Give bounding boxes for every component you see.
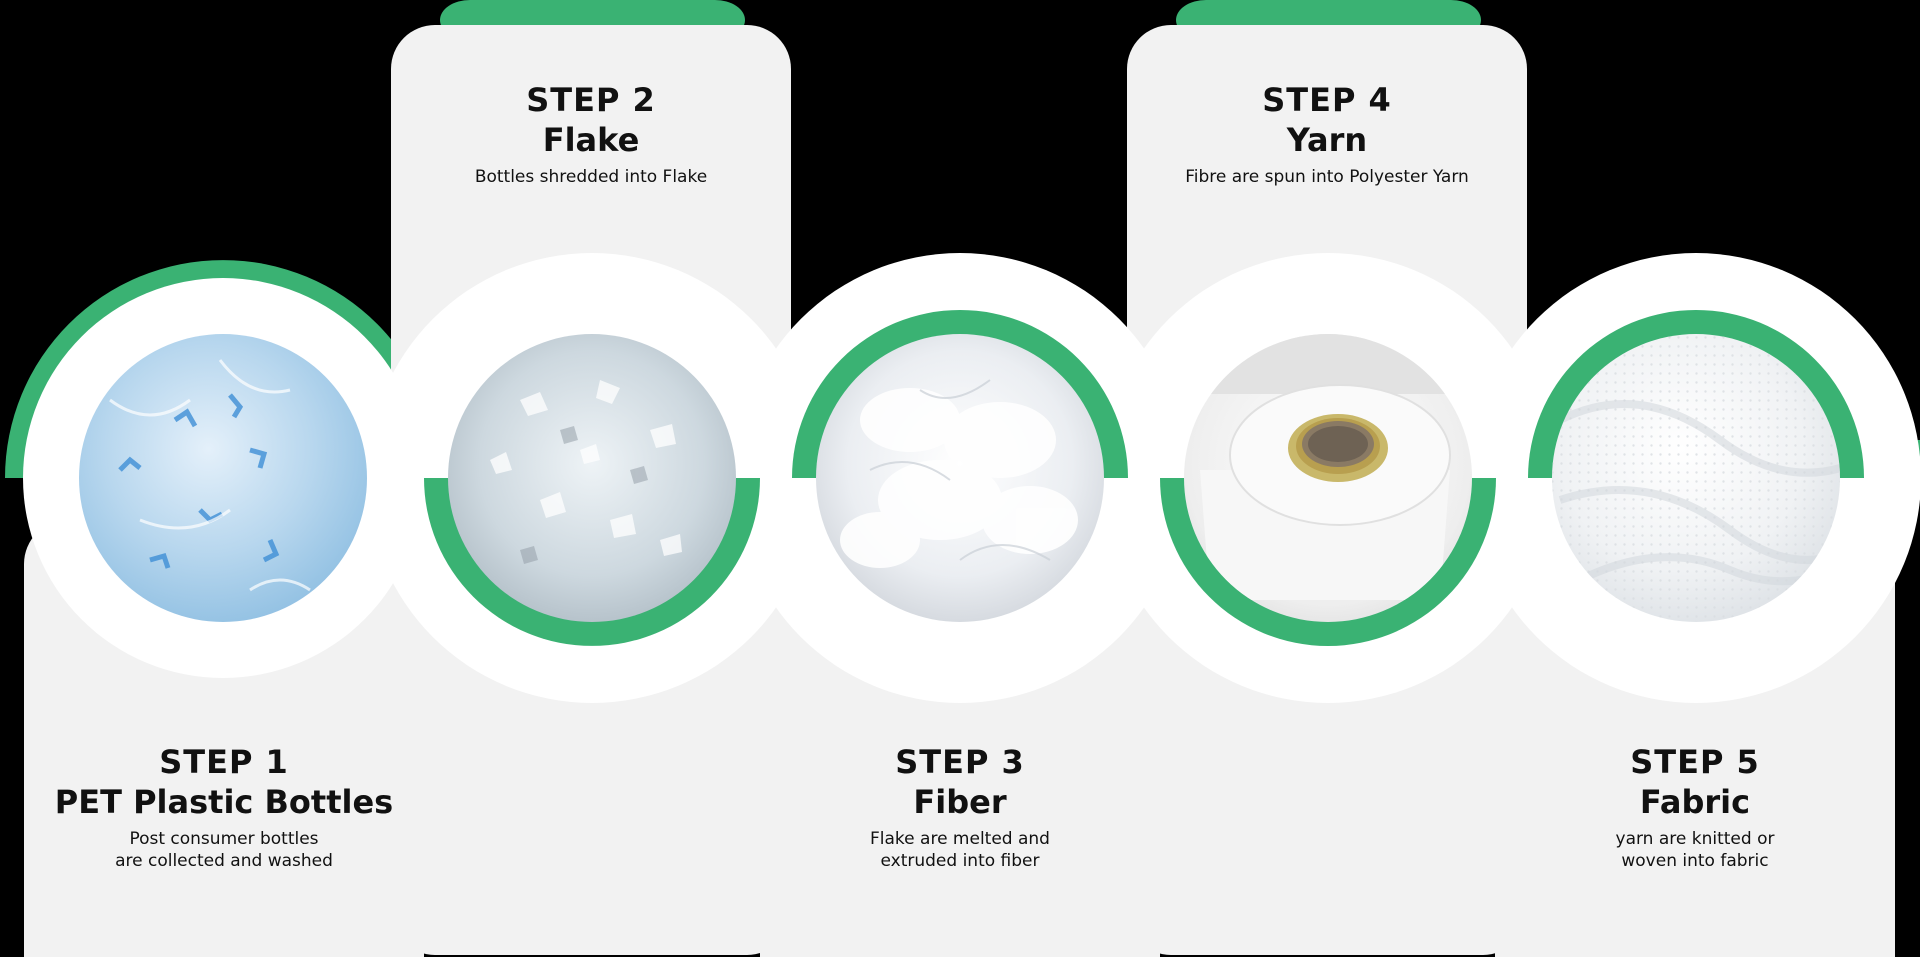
pet-plastic-bottles-photo bbox=[79, 334, 367, 622]
step-4-description: Fibre are spun into Polyester Yarn bbox=[1185, 167, 1469, 187]
step-5-description: yarn are knitted or woven into fabric bbox=[1615, 829, 1775, 871]
step-4-label: STEP 4 bbox=[1262, 81, 1392, 119]
step-2-description: Bottles shredded into Flake bbox=[474, 167, 708, 187]
step-5-text bbox=[1495, 742, 1895, 872]
step-3-label: STEP 3 bbox=[895, 743, 1025, 781]
step-3-title: Fiber bbox=[913, 783, 1007, 821]
step-1-description: Post consumer bottles are collected and washed bbox=[115, 829, 333, 871]
step-1-label: STEP 1 bbox=[159, 743, 289, 781]
polyester-fiber-photo bbox=[816, 334, 1104, 622]
step-1-text bbox=[24, 742, 424, 872]
step-4-title: Yarn bbox=[1286, 121, 1368, 159]
step-3-text bbox=[760, 742, 1160, 872]
step-3-description: Flake are melted and extruded into fiber bbox=[870, 829, 1050, 871]
step-1-title: PET Plastic Bottles bbox=[54, 783, 394, 821]
step-2-title: Flake bbox=[542, 121, 640, 159]
yarn-spool-photo bbox=[1184, 334, 1472, 622]
step-2-label: STEP 2 bbox=[526, 81, 656, 119]
plastic-flake-photo bbox=[448, 334, 736, 622]
step-2-text bbox=[391, 80, 791, 188]
step-5-label: STEP 5 bbox=[1630, 743, 1760, 781]
step-5-title: Fabric bbox=[1639, 783, 1751, 821]
step-4-text bbox=[1127, 80, 1527, 188]
